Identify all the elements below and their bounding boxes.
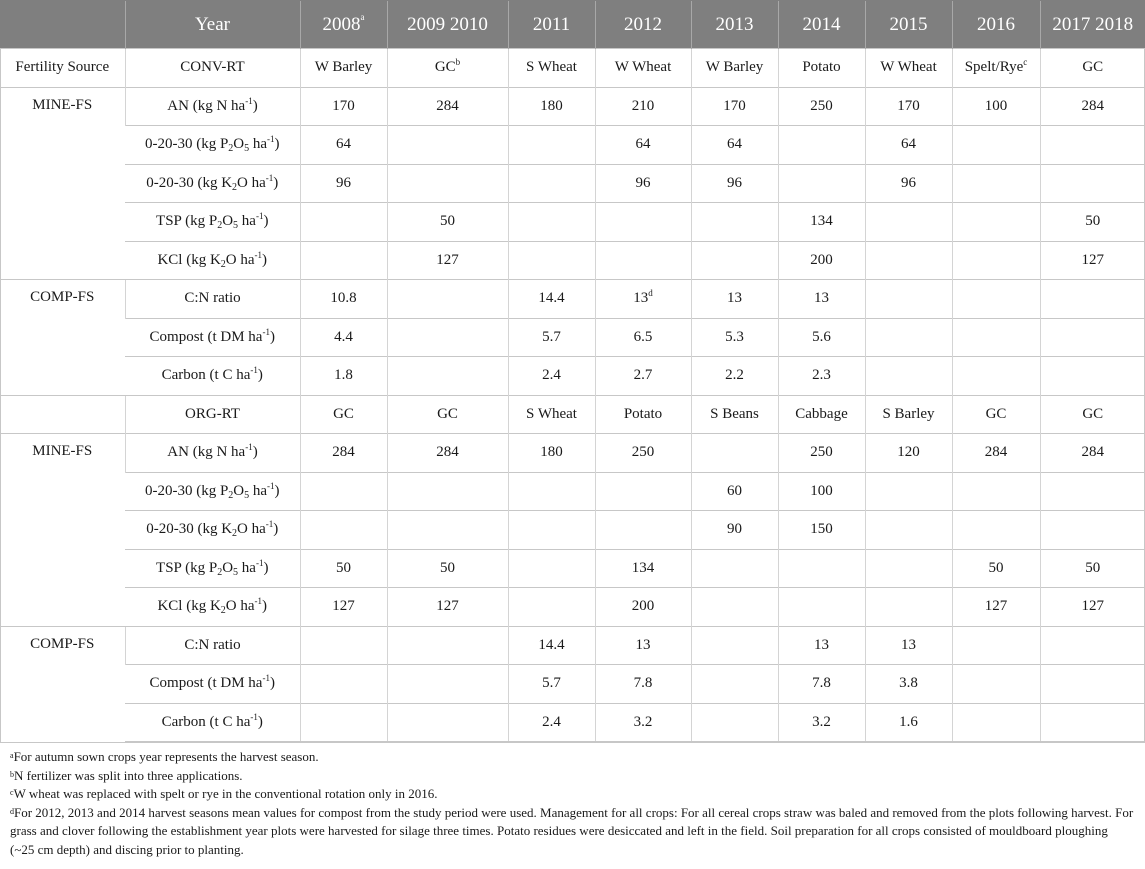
data-cell — [952, 318, 1040, 357]
data-cell: GC — [300, 395, 387, 434]
table-row — [0, 49, 1145, 88]
data-cell: 180 — [508, 87, 595, 126]
data-cell: 2.4 — [508, 357, 595, 396]
data-cell: 96 — [691, 164, 778, 203]
data-cell: 64 — [691, 126, 778, 165]
data-cell — [387, 472, 508, 511]
header-year: 2012 — [595, 1, 691, 49]
data-cell — [595, 241, 691, 280]
data-cell — [778, 549, 865, 588]
data-cell — [387, 164, 508, 203]
row-label: ORG-RT — [125, 395, 300, 434]
data-cell: 100 — [952, 87, 1040, 126]
fertility-source-cell: Fertility Source — [0, 49, 125, 88]
data-cell — [952, 241, 1040, 280]
data-cell: 3.2 — [595, 703, 691, 742]
header-year: 2008$^a$ — [300, 1, 387, 49]
data-cell — [508, 511, 595, 550]
data-cell — [691, 549, 778, 588]
data-cell — [691, 703, 778, 742]
data-cell — [1040, 472, 1145, 511]
row-label: CONV-RT — [125, 49, 300, 88]
data-cell — [508, 549, 595, 588]
data-cell — [387, 703, 508, 742]
data-cell: 50 — [952, 549, 1040, 588]
data-cell: 14.4 — [508, 280, 595, 319]
table-row — [0, 395, 1145, 434]
data-cell: 64 — [300, 126, 387, 165]
data-cell: 200 — [595, 588, 691, 627]
table-row — [0, 203, 1145, 242]
data-cell: 60 — [691, 472, 778, 511]
row-label: 0-20-30 (kg $P_2O_5$ $ha^{-1}$) — [125, 126, 300, 165]
row-label: C:N ratio — [125, 626, 300, 665]
footnote: $^b$N fertilizer was split into three applications. — [10, 767, 243, 783]
data-cell — [1040, 357, 1145, 396]
row-label: Compost (t DM $ha^{-1}$) — [125, 318, 300, 357]
data-cell: 284 — [1040, 87, 1145, 126]
data-cell: 127 — [952, 588, 1040, 627]
data-cell — [1040, 318, 1145, 357]
data-cell: 3.2 — [778, 703, 865, 742]
data-cell: 5.7 — [508, 318, 595, 357]
data-cell: 2.7 — [595, 357, 691, 396]
data-cell — [865, 357, 952, 396]
data-cell — [691, 665, 778, 704]
data-cell: 127 — [1040, 241, 1145, 280]
data-cell: 2.2 — [691, 357, 778, 396]
data-cell — [387, 626, 508, 665]
table-row — [0, 318, 1145, 357]
row-label: C:N ratio — [125, 280, 300, 319]
data-cell — [778, 164, 865, 203]
data-cell: 10.8 — [300, 280, 387, 319]
data-cell: 13 — [595, 626, 691, 665]
data-cell — [300, 626, 387, 665]
data-cell — [865, 549, 952, 588]
data-cell: 5.3 — [691, 318, 778, 357]
data-cell — [595, 511, 691, 550]
data-cell: 13 — [778, 626, 865, 665]
data-cell — [691, 241, 778, 280]
data-cell — [387, 665, 508, 704]
footnotes — [10, 748, 1135, 859]
data-cell: 127 — [387, 588, 508, 627]
data-cell — [952, 203, 1040, 242]
table-row — [0, 511, 1145, 550]
data-cell: 96 — [595, 164, 691, 203]
data-cell: 50 — [387, 203, 508, 242]
data-cell — [300, 241, 387, 280]
row-label: 0-20-30 (kg $K_2O$ $ha^{-1}$) — [125, 164, 300, 203]
data-cell: 7.8 — [778, 665, 865, 704]
fertility-source-cell: COMP-FS — [0, 280, 125, 396]
data-cell: 284 — [387, 87, 508, 126]
table-row — [0, 549, 1145, 588]
data-cell: 284 — [300, 434, 387, 473]
data-cell — [952, 703, 1040, 742]
data-cell — [691, 588, 778, 627]
data-cell — [508, 588, 595, 627]
data-cell — [387, 318, 508, 357]
data-cell — [300, 511, 387, 550]
data-cell: 170 — [865, 87, 952, 126]
data-cell: 284 — [952, 434, 1040, 473]
row-label: AN (kg N $ha^{-1}$) — [125, 87, 300, 126]
data-cell — [952, 280, 1040, 319]
data-cell: 13 — [778, 280, 865, 319]
data-cell: 180 — [508, 434, 595, 473]
data-cell: 250 — [778, 87, 865, 126]
data-cell: 284 — [387, 434, 508, 473]
data-cell: 1.8 — [300, 357, 387, 396]
data-cell: 4.4 — [300, 318, 387, 357]
data-cell: 134 — [778, 203, 865, 242]
row-label: KCl (kg $K_2O$ $ha^{-1}$) — [125, 241, 300, 280]
data-cell — [595, 203, 691, 242]
data-cell — [508, 164, 595, 203]
data-cell: 6.5 — [595, 318, 691, 357]
table-row — [0, 241, 1145, 280]
data-cell: 2.3 — [778, 357, 865, 396]
header-year: 2015 — [865, 1, 952, 49]
table-row — [0, 357, 1145, 396]
data-cell: 127 — [1040, 588, 1145, 627]
data-cell — [1040, 511, 1145, 550]
data-cell — [508, 126, 595, 165]
data-cell: 64 — [595, 126, 691, 165]
data-cell: Potato — [595, 395, 691, 434]
row-label: Carbon (t C $ha^{-1}$) — [125, 703, 300, 742]
data-cell — [508, 203, 595, 242]
data-cell — [1040, 164, 1145, 203]
row-label: TSP (kg $P_2O_5$ $ha^{-1}$) — [125, 549, 300, 588]
table-row — [0, 164, 1145, 203]
row-label: TSP (kg $P_2O_5$ $ha^{-1}$) — [125, 203, 300, 242]
data-cell — [300, 472, 387, 511]
data-cell: GC — [1040, 395, 1145, 434]
data-cell: 170 — [691, 87, 778, 126]
data-cell: 90 — [691, 511, 778, 550]
data-cell: W Wheat — [595, 49, 691, 88]
data-cell: 13 — [865, 626, 952, 665]
data-cell — [691, 626, 778, 665]
data-cell: 200 — [778, 241, 865, 280]
row-label: 0-20-30 (kg $K_2O$ $ha^{-1}$) — [125, 511, 300, 550]
header-year-label: Year — [125, 1, 300, 49]
data-cell: 1.6 — [865, 703, 952, 742]
fertility-source-cell: MINE-FS — [0, 87, 125, 280]
data-cell — [778, 588, 865, 627]
footnote: $^d$For 2012, 2013 and 2014 harvest seasons mean values for compost from the study period were used. Management for all crops: For all cereal crops straw was baled and removed from the plots following harvest. For grass and clover following the establishment year plots were harvested for silage three times. Potato residues were desiccated and left in the field. Soil preparation for all crops consisted of mouldboard ploughing (~25 cm depth) and discing prior to planting. — [10, 804, 1134, 857]
data-cell: 170 — [300, 87, 387, 126]
data-cell: 96 — [300, 164, 387, 203]
data-cell: 50 — [1040, 549, 1145, 588]
data-cell: 127 — [300, 588, 387, 627]
header-year: 2016 — [952, 1, 1040, 49]
data-cell: 284 — [1040, 434, 1145, 473]
data-cell: 50 — [1040, 203, 1145, 242]
data-cell — [387, 126, 508, 165]
data-cell: 120 — [865, 434, 952, 473]
data-cell: 14.4 — [508, 626, 595, 665]
table-row — [0, 703, 1145, 742]
data-cell — [952, 357, 1040, 396]
data-cell: 150 — [778, 511, 865, 550]
data-cell — [865, 203, 952, 242]
data-cell: 50 — [300, 549, 387, 588]
data-cell — [865, 318, 952, 357]
data-cell — [952, 126, 1040, 165]
header-year: 2013 — [691, 1, 778, 49]
data-cell: 127 — [387, 241, 508, 280]
data-cell — [1040, 703, 1145, 742]
data-cell: 210 — [595, 87, 691, 126]
data-cell: 100 — [778, 472, 865, 511]
data-cell — [865, 280, 952, 319]
data-cell — [387, 511, 508, 550]
data-cell — [691, 203, 778, 242]
data-cell: 250 — [595, 434, 691, 473]
data-cell: 3.8 — [865, 665, 952, 704]
data-cell: $GC^b$ — [387, 49, 508, 88]
data-cell: 2.4 — [508, 703, 595, 742]
data-cell — [387, 357, 508, 396]
fertility-source-cell — [0, 395, 125, 434]
data-cell: 7.8 — [595, 665, 691, 704]
table-row — [0, 665, 1145, 704]
table-row — [0, 434, 1145, 473]
data-cell: 5.7 — [508, 665, 595, 704]
data-cell: Cabbage — [778, 395, 865, 434]
data-cell — [300, 203, 387, 242]
row-label: KCl (kg $K_2O$ $ha^{-1}$) — [125, 588, 300, 627]
table-body — [0, 49, 1145, 742]
header-blank-cell — [0, 1, 125, 49]
data-cell: 5.6 — [778, 318, 865, 357]
data-cell — [387, 280, 508, 319]
data-cell: W Barley — [300, 49, 387, 88]
row-label: Carbon (t C $ha^{-1}$) — [125, 357, 300, 396]
row-label: AN (kg N $ha^{-1}$) — [125, 434, 300, 473]
data-cell — [952, 511, 1040, 550]
data-cell — [691, 434, 778, 473]
table-row — [0, 280, 1145, 319]
data-cell: S Wheat — [508, 49, 595, 88]
table-row — [0, 626, 1145, 665]
data-cell: 13 — [691, 280, 778, 319]
row-label: Compost (t DM $ha^{-1}$) — [125, 665, 300, 704]
data-cell — [952, 472, 1040, 511]
data-cell — [1040, 626, 1145, 665]
data-cell — [952, 164, 1040, 203]
data-cell: GC — [952, 395, 1040, 434]
data-cell — [300, 703, 387, 742]
fertility-source-cell: COMP-FS — [0, 626, 125, 742]
table-row — [0, 588, 1145, 627]
table-row — [0, 472, 1145, 511]
data-cell: GC — [1040, 49, 1145, 88]
data-cell: W Wheat — [865, 49, 952, 88]
data-cell — [865, 511, 952, 550]
data-cell: GC — [387, 395, 508, 434]
data-cell — [595, 472, 691, 511]
data-cell — [508, 472, 595, 511]
header-year: 2011 — [508, 1, 595, 49]
data-cell: 64 — [865, 126, 952, 165]
data-cell: S Wheat — [508, 395, 595, 434]
data-cell: 250 — [778, 434, 865, 473]
table-row — [0, 126, 1145, 165]
header-year: 2014 — [778, 1, 865, 49]
header-row — [0, 1, 1145, 49]
row-label: 0-20-30 (kg $P_2O_5$ $ha^{-1}$) — [125, 472, 300, 511]
data-cell — [865, 588, 952, 627]
data-cell — [952, 626, 1040, 665]
data-cell — [1040, 665, 1145, 704]
footnote: $^a$For autumn sown crops year represents the harvest season. — [10, 749, 319, 764]
data-cell — [865, 241, 952, 280]
data-cell: 50 — [387, 549, 508, 588]
data-cell — [1040, 126, 1145, 165]
footnote: $^c$W wheat was replaced with spelt or rye in the conventional rotation only in 2016. — [10, 786, 438, 801]
data-cell: 96 — [865, 164, 952, 203]
data-cell: 13$^d$ — [595, 280, 691, 319]
data-cell — [865, 472, 952, 511]
data-cell: S Barley — [865, 395, 952, 434]
data-cell: 134 — [595, 549, 691, 588]
data-cell — [1040, 280, 1145, 319]
data-cell — [508, 241, 595, 280]
data-cell — [778, 126, 865, 165]
data-cell: Spelt/Rye$^c$ — [952, 49, 1040, 88]
header-year: 2017 2018 — [1040, 1, 1145, 49]
data-cell: S Beans — [691, 395, 778, 434]
header-year: 2009 2010 — [387, 1, 508, 49]
data-cell — [952, 665, 1040, 704]
table-row — [0, 87, 1145, 126]
data-cell: W Barley — [691, 49, 778, 88]
fertility-source-cell: MINE-FS — [0, 434, 125, 627]
data-cell: Potato — [778, 49, 865, 88]
data-cell — [300, 665, 387, 704]
